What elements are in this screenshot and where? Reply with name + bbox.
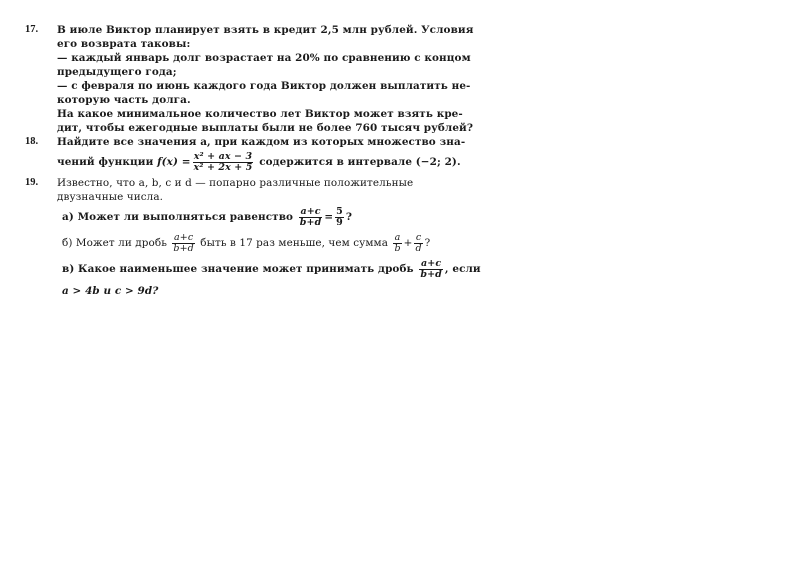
text: чений функции <box>57 156 154 168</box>
text: ? <box>345 211 353 223</box>
text-line: В июле Виктор планирует взять в кредит 2,5 млн рублей. Условия <box>57 24 474 36</box>
text-line: которую часть долга. <box>57 94 191 106</box>
numerator: 5 <box>336 205 343 217</box>
formula-line <box>57 150 461 174</box>
denominator: b+d <box>299 216 322 228</box>
condition: a > 4b и c > 9d? <box>62 285 159 297</box>
numerator: c <box>415 231 422 243</box>
fraction <box>419 259 443 280</box>
fraction <box>193 152 254 173</box>
denominator: b <box>394 242 401 254</box>
subquestion-c <box>62 257 481 281</box>
subquestion-a <box>62 205 352 229</box>
text: = <box>324 211 334 223</box>
text: , если <box>444 263 481 275</box>
fraction <box>299 207 323 228</box>
text-line: На какое минимальное количество лет Виктор может взять кре- <box>57 108 463 120</box>
text: содержится в интервале (−2; 2). <box>259 156 461 168</box>
text: быть в 17 раз меньше, чем сумма <box>200 237 389 249</box>
denominator: d <box>415 242 422 254</box>
text-line: — каждый январь долг возрастает на 20% по сравнению с концом <box>57 52 471 64</box>
numerator: a+c <box>421 257 442 269</box>
text: ? <box>424 237 431 249</box>
problem-number: 18. <box>25 136 39 147</box>
problem-number: 17. <box>25 24 39 35</box>
subquestion-b <box>62 231 430 255</box>
text: в) Какое наименьшее значение может принимать дробь <box>62 263 414 275</box>
fraction <box>393 233 401 254</box>
text: б) Может ли дробь <box>62 237 168 249</box>
problem-number: 19. <box>25 177 39 188</box>
text-line: двузначные числа. <box>57 191 164 203</box>
denominator: b+d <box>173 242 194 254</box>
text-line: Известно, что a, b, c и d — попарно различные положительные <box>57 177 414 189</box>
text-line: его возврата таковы: <box>57 38 191 50</box>
denominator: b+d <box>420 268 442 280</box>
text-line: предыдущего года; <box>57 66 177 78</box>
text-line: дит, чтобы ежегодные выплаты были не более 760 тысяч рублей? <box>57 122 474 134</box>
numerator: a <box>394 231 401 243</box>
text-line: Найдите все значения a, при каждом из которых множество зна- <box>57 136 466 148</box>
fraction <box>414 233 422 254</box>
fraction <box>335 207 344 228</box>
denominator: 9 <box>336 216 343 228</box>
numerator: x² + ax − 3 <box>193 150 253 162</box>
denominator: x² + 2x + 5 <box>193 161 253 173</box>
text: а) Может ли выполняться равенство <box>62 211 294 223</box>
text-line <box>62 285 158 297</box>
text-line: — с февраля по июнь каждого года Виктор должен выплатить не- <box>57 80 471 92</box>
function-label: f(x) = <box>157 156 191 168</box>
fraction <box>172 233 194 254</box>
numerator: a+c <box>174 231 194 243</box>
text: + <box>403 237 413 249</box>
numerator: a+c <box>300 205 321 217</box>
